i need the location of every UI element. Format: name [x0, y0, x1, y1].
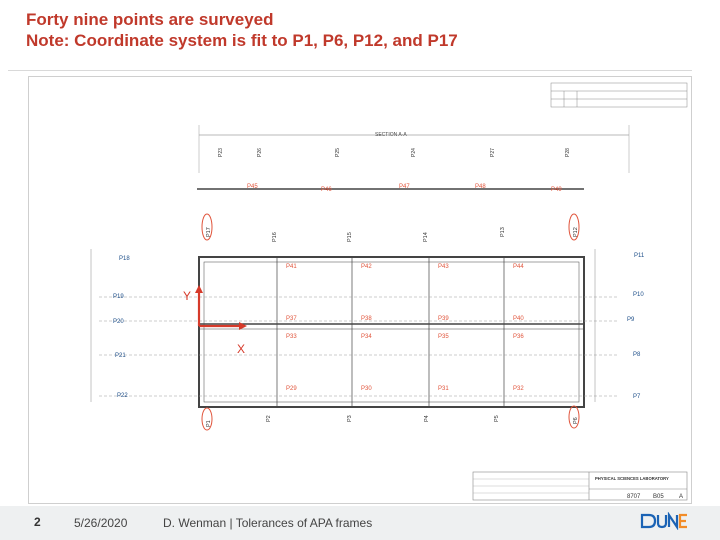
revision-block [551, 83, 687, 107]
coordinate-axes [183, 285, 247, 356]
point-label-p48: P48 [475, 184, 486, 190]
point-label-p6: P6 [573, 417, 579, 424]
title-line-2: Note: Coordinate system is fit to P1, P6, P12, and P17 [26, 31, 458, 50]
point-label-p13: P13 [500, 227, 506, 237]
point-label-p33: P33 [286, 334, 297, 340]
axis-y-label: Y [183, 289, 192, 303]
point-label-p9: P9 [627, 317, 635, 323]
section-label: SECTION A-A [375, 132, 407, 138]
slide-title [26, 9, 458, 51]
point-label-p14: P14 [423, 232, 429, 242]
right-points [595, 249, 645, 402]
point-label-p47: P47 [399, 184, 410, 190]
point-label-p4: P4 [424, 415, 430, 422]
point-label-p24: P24 [411, 148, 417, 157]
point-label-p46: P46 [321, 187, 332, 193]
titleblock-rev: A [679, 494, 684, 500]
titleblock-number: 8707 [627, 494, 641, 500]
point-label-p5: P5 [494, 415, 500, 422]
titleblock-code: B05 [653, 494, 664, 500]
title-block [473, 472, 687, 500]
point-label-p7: P7 [633, 394, 641, 400]
point-label-p37: P37 [286, 316, 297, 322]
point-label-p42: P42 [361, 264, 372, 270]
point-label-p16: P16 [272, 232, 278, 242]
titleblock-lab: PHYSICAL SCIENCES LABORATORY [595, 476, 669, 481]
point-label-p32: P32 [513, 386, 524, 392]
left-points [91, 249, 130, 402]
point-label-p12: P12 [573, 227, 579, 237]
point-label-p21: P21 [115, 353, 126, 359]
point-label-p8: P8 [633, 352, 641, 358]
point-label-p22: P22 [117, 393, 128, 399]
point-label-p10: P10 [633, 292, 644, 298]
point-label-p39: P39 [438, 316, 449, 322]
title-line-1: Forty nine points are surveyed [26, 10, 274, 29]
footer-date: 5/26/2020 [74, 516, 128, 530]
point-label-p1: P1 [206, 420, 212, 427]
point-label-p36: P36 [513, 334, 524, 340]
page-number: 2 [34, 515, 41, 529]
apa-frame [199, 257, 584, 407]
point-label-p44: P44 [513, 264, 524, 270]
dune-logo-icon [640, 512, 688, 530]
dashed-reference-lines [99, 297, 619, 396]
point-label-p11: P11 [634, 253, 645, 259]
vertical-labels [206, 227, 579, 242]
point-label-p27: P27 [490, 148, 496, 157]
point-label-p17: P17 [206, 227, 212, 237]
point-label-p26: P26 [257, 148, 263, 157]
point-label-p34: P34 [361, 334, 372, 340]
row-c-labels [286, 334, 524, 340]
drawing-svg [29, 77, 691, 503]
bottom-points [206, 415, 579, 427]
point-label-p40: P40 [513, 316, 524, 322]
point-label-p30: P30 [361, 386, 372, 392]
point-label-p35: P35 [438, 334, 449, 340]
point-label-p29: P29 [286, 386, 297, 392]
point-label-p23: P23 [218, 148, 224, 157]
point-label-p20: P20 [113, 319, 124, 325]
point-label-p28: P28 [565, 148, 571, 157]
point-label-p2: P2 [266, 415, 272, 422]
point-label-p15: P15 [347, 232, 353, 242]
row-d-labels [286, 386, 524, 392]
point-label-p31: P31 [438, 386, 449, 392]
axis-x-label: X [237, 342, 246, 356]
point-label-p38: P38 [361, 316, 372, 322]
point-label-p43: P43 [438, 264, 449, 270]
top-points [218, 148, 571, 157]
point-label-p45: P45 [247, 184, 258, 190]
footer-author: D. Wenman | Tolerances of APA frames [163, 516, 373, 530]
point-label-p3: P3 [347, 415, 353, 422]
engineering-drawing [28, 76, 692, 504]
point-label-p18: P18 [119, 256, 130, 262]
row-a-labels [286, 264, 524, 270]
point-label-p19: P19 [113, 294, 124, 300]
divider [8, 70, 692, 71]
point-label-p41: P41 [286, 264, 297, 270]
point-label-p25: P25 [335, 148, 341, 157]
point-label-p49: P49 [551, 187, 562, 193]
